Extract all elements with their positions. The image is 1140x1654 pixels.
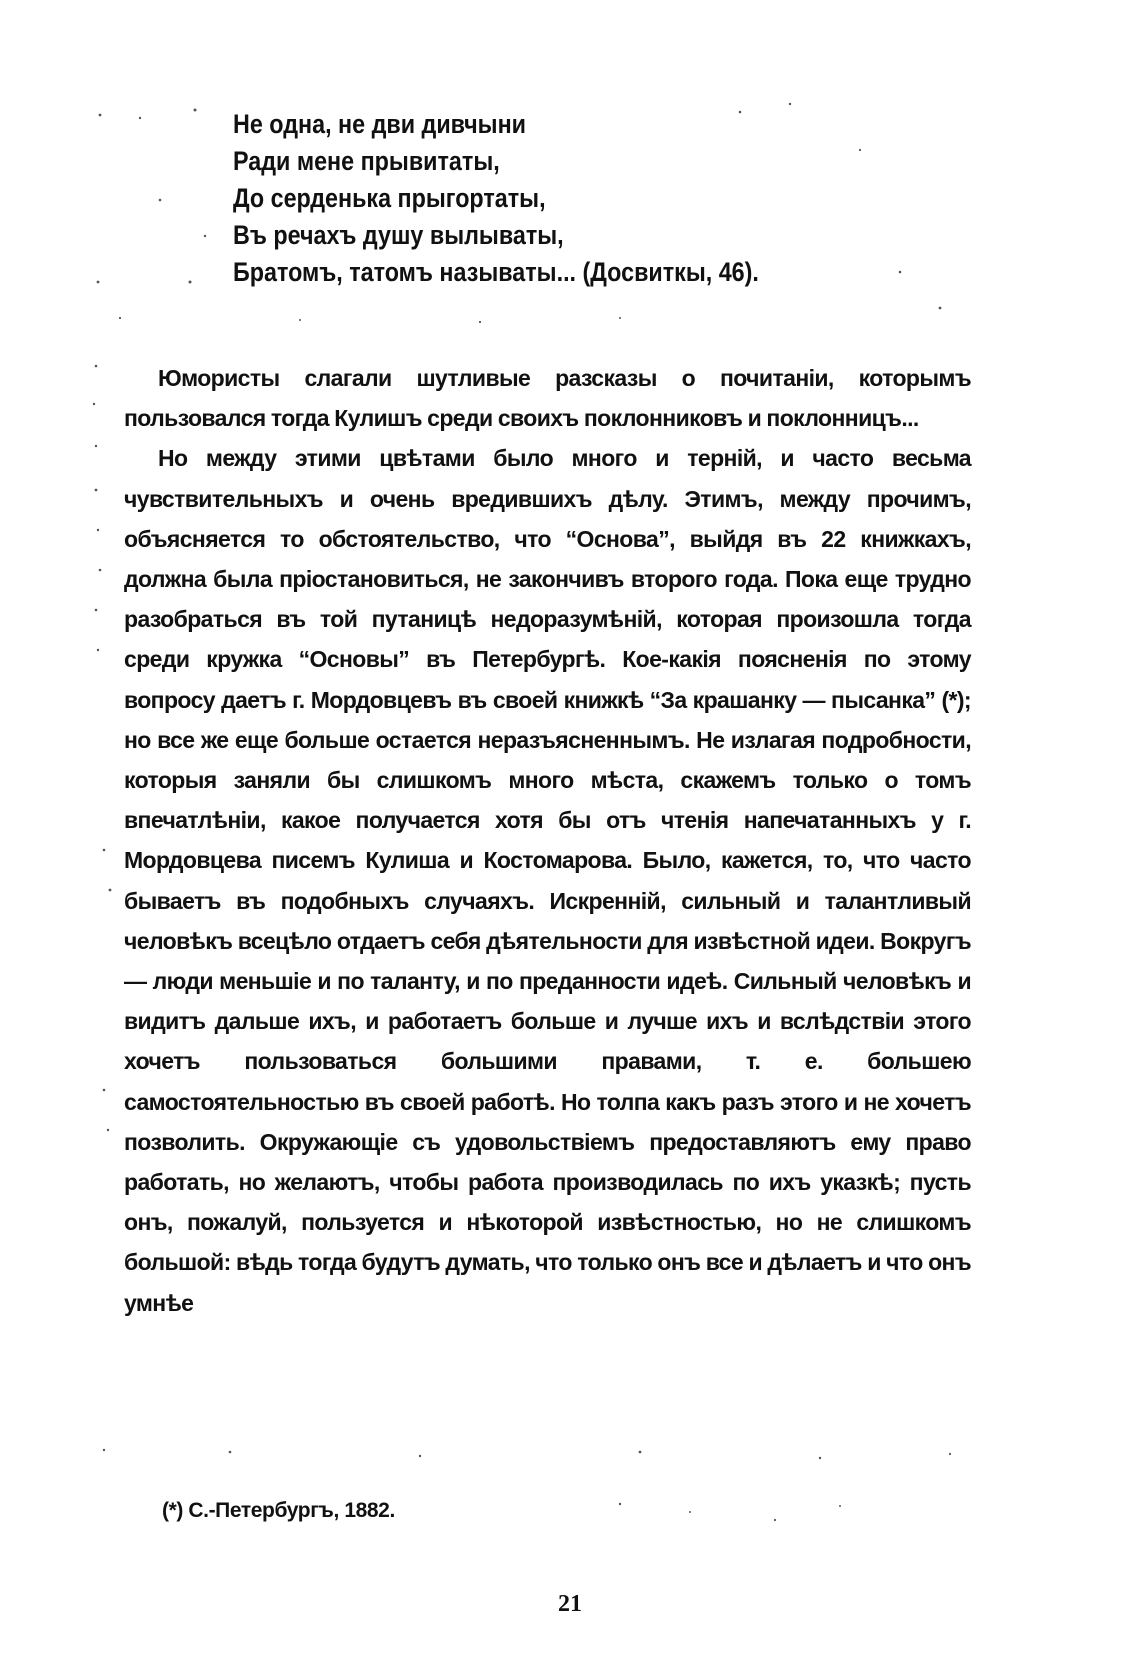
scan-speck bbox=[774, 1519, 776, 1521]
scan-speck bbox=[103, 1089, 106, 1092]
scan-speck bbox=[619, 317, 621, 319]
poem-line: Въ речахъ душу вылываты, bbox=[233, 220, 564, 250]
scan-speck bbox=[107, 1129, 109, 1131]
scan-speck bbox=[789, 103, 791, 105]
scan-speck bbox=[899, 271, 902, 274]
scan-speck bbox=[109, 889, 112, 892]
scan-speck bbox=[99, 569, 102, 572]
poem-line: Братомъ, татомъ называты... (Досвиткы, 46). bbox=[233, 257, 759, 287]
scan-speck bbox=[95, 445, 97, 447]
scan-speck bbox=[95, 609, 98, 612]
footnote: (*) С.-Петербургъ, 1882. bbox=[162, 1499, 395, 1522]
scan-speck bbox=[859, 149, 861, 151]
poem-quote bbox=[233, 106, 814, 291]
scan-speck bbox=[97, 529, 99, 531]
scan-speck bbox=[99, 114, 102, 117]
scan-speck bbox=[95, 365, 98, 368]
poem-line: Ради мене прывитаты, bbox=[233, 146, 500, 176]
scan-speck bbox=[159, 199, 162, 202]
scan-speck bbox=[639, 1451, 642, 1454]
scan-speck bbox=[819, 1457, 821, 1459]
paragraph: Юмористы слагали шутливые разсказы о почитанiи, которымъ пользовался тогда Кулишъ среди своихъ поклонниковъ и поклонницъ... bbox=[124, 365, 971, 432]
scan-speck bbox=[189, 281, 192, 284]
scan-speck bbox=[119, 317, 121, 319]
scan-speck bbox=[839, 1505, 841, 1507]
scan-speck bbox=[194, 109, 197, 112]
scan-speck bbox=[619, 1503, 621, 1505]
paragraph: Но между этими цвѣтами было много и тернiй, и часто весьма чувствительныхъ и очень вредившихъ дѣлу. Этимъ, между прочимъ, объясняется то обстоятельство, что “Основа”, выйдя въ 22 книжкахъ, должна была прiостановиться, не закончивъ второго года. Пока еще трудно разобраться въ той путаницѣ недоразумѣнiй, которая произошла тогда среди кружка “Основы” въ Петербургѣ. Кое-какiя поясненiя по этому вопросу даетъ г. Мордовцевъ въ своей книжкѣ “За крашанку — пысанка” (*); но все же еще больше остается неразъясненнымъ. Не излагая подробности, которыя заняли бы слишкомъ много мѣста, скажемъ только о томъ впечатлѣнiи, какое получается хотя бы отъ чтенiя напечатанныхъ у г. Мордовцева писемъ Кулиша и Костомарова. Было, кажется, то, что часто бываетъ въ подобныхъ случаяхъ. Искреннiй, сильный и талантливый человѣкъ всецѣло отдаетъ себя дѣятельности для извѣстной идеи. Вокругъ — люди меньшiе и по таланту, и по преданности идеѣ. Сильный человѣкъ и видитъ дальше ихъ, и работаетъ больше и лучше ихъ и вслѣдствiи этого хочетъ пользоваться большими правами, т. е. большею самостоятельностью въ своей работѣ. Но толпа какъ разъ этого и не хочетъ позволить. Окружающiе съ удовольствiемъ предоставляютъ ему право работать, но желаютъ, чтобы работа производилась по ихъ указкѣ; пусть онъ, пожалуй, пользуется и нѣкоторой извѣстностью, но не слишкомъ большой: вѣдь тогда будутъ думать, что только онъ все и дѣлаетъ и что онъ умнѣе bbox=[124, 445, 971, 1316]
scan-speck bbox=[949, 1453, 951, 1455]
scan-speck bbox=[419, 1455, 421, 1457]
body-text bbox=[124, 358, 971, 1323]
scan-speck bbox=[229, 1451, 232, 1454]
poem-line: Не одна, не дви дивчыни bbox=[233, 109, 526, 139]
scan-speck bbox=[97, 649, 99, 651]
scan-speck bbox=[299, 319, 301, 321]
scan-speck bbox=[204, 235, 206, 237]
scan-speck bbox=[939, 307, 942, 310]
scan-speck bbox=[95, 489, 98, 492]
scan-speck bbox=[97, 281, 100, 284]
scan-speck bbox=[103, 849, 106, 852]
scan-speck bbox=[93, 403, 95, 405]
scan-speck bbox=[139, 117, 141, 119]
poem-line: До серденька прыгортаты, bbox=[233, 183, 546, 213]
scan-speck bbox=[103, 1449, 105, 1451]
page-number: 21 bbox=[558, 1591, 582, 1617]
scan-speck bbox=[689, 1511, 691, 1513]
scan-speck bbox=[479, 321, 481, 323]
